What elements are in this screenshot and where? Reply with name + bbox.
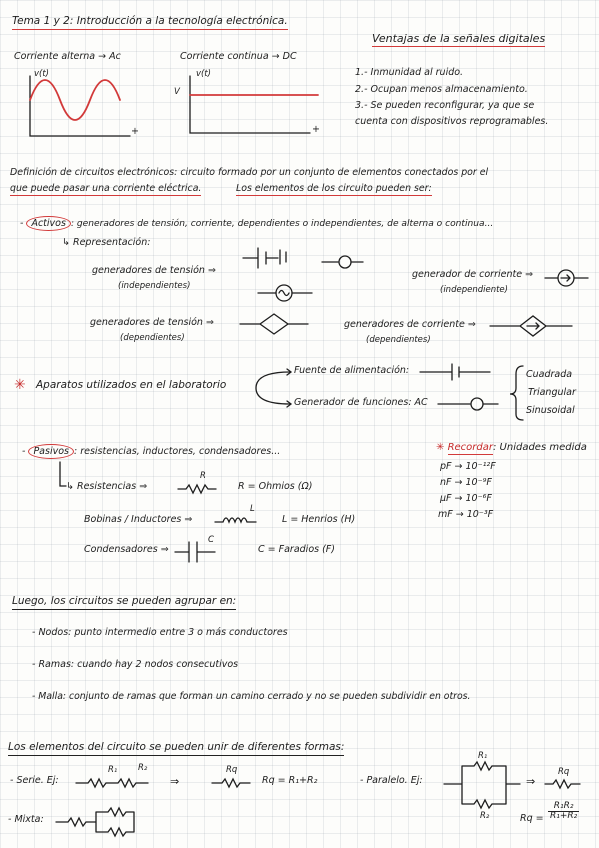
ac-label: Corriente alterna → Ac bbox=[14, 51, 121, 62]
gen-corriente-ind-label: generador de corriente ⇒ bbox=[412, 269, 534, 280]
paralelo-label: - Paralelo. Ej: bbox=[360, 775, 423, 786]
bobinas-label: Bobinas / Inductores ⇒ bbox=[84, 514, 193, 525]
ac-sine-wave bbox=[30, 80, 120, 120]
gen-tension-ind-label: generadores de tensión ⇒ bbox=[92, 265, 216, 276]
recordar-suffix: : Unidades medida bbox=[493, 442, 587, 453]
ac-axis-label: v(t) bbox=[34, 69, 49, 79]
activos-desc: : generadores de tensión, corriente, dependientes o independientes, de alterna o continua... bbox=[70, 219, 494, 229]
lab-title: Aparatos utilizados en el laboratorio bbox=[36, 379, 227, 391]
serie-rq: Rq bbox=[226, 765, 238, 775]
ramas-item: - Ramas: cuando hay 2 nodos consecutivos bbox=[32, 659, 239, 670]
ventaja-item-4: cuenta con dispositivos reprogramables. bbox=[355, 116, 549, 127]
ventajas-title: Ventajas de la señales digitales bbox=[372, 33, 545, 47]
page-title: Tema 1 y 2: Introducción a la tecnología electrónica. bbox=[12, 16, 288, 30]
independent-current-source-symbol bbox=[545, 270, 588, 286]
dependent-current-source-symbol bbox=[490, 316, 572, 336]
ac-voltage-source-symbol bbox=[258, 285, 312, 301]
mixed-diagram bbox=[56, 808, 134, 836]
waves-brace bbox=[510, 366, 523, 420]
paralelo-fraction bbox=[548, 802, 579, 822]
resistor-symbol bbox=[178, 485, 216, 493]
dc-voltage-source-symbol bbox=[243, 248, 286, 268]
resistor-symbol-label: R bbox=[200, 471, 206, 481]
unit-pf: pF → 10⁻¹²F bbox=[440, 461, 496, 472]
representacion-label: ↳ Representación: bbox=[62, 237, 151, 248]
serie-r2: R₂ bbox=[138, 763, 148, 773]
wave-sinusoidal: Sinusoidal bbox=[526, 405, 575, 416]
mixta-label: - Mixta: bbox=[8, 814, 44, 825]
dc-plus-sign: + bbox=[312, 124, 320, 135]
lab-battery-symbol bbox=[420, 364, 490, 380]
series-diagram bbox=[76, 779, 250, 787]
paralelo-arrow-icon: ⇒ bbox=[526, 775, 536, 788]
resistencias-label: ↳ Resistencias ⇒ bbox=[66, 481, 148, 492]
wave-triangular: Triangular bbox=[528, 387, 576, 398]
lab-star-icon: ✳ bbox=[14, 377, 26, 393]
paralelo-denominator: R₁+R₂ bbox=[550, 811, 578, 822]
definicion-line-1: Definición de circuitos electrónicos: circuito formado por un conjunto de elementos conectados por el bbox=[10, 167, 489, 178]
dc-label: Corriente continua → DC bbox=[180, 51, 297, 62]
dc-voltage-label: V bbox=[174, 87, 180, 97]
paralelo-r1: R₁ bbox=[478, 751, 488, 761]
gen-tension-dep-sub: (dependientes) bbox=[120, 333, 185, 343]
paralelo-rq: Rq bbox=[558, 767, 570, 777]
inductor-symbol bbox=[215, 518, 256, 522]
resistor-unit: R = Ohmios (Ω) bbox=[238, 481, 313, 492]
ac-axes bbox=[30, 76, 130, 136]
inductor-symbol-label: L bbox=[250, 504, 255, 514]
ventaja-item-1: 1.- Inmunidad al ruido. bbox=[355, 67, 464, 78]
dc-axis-label: v(t) bbox=[196, 69, 211, 79]
serie-equation: Rq = R₁+R₂ bbox=[262, 775, 318, 786]
ac-plus-sign: + bbox=[131, 126, 139, 137]
serie-r1: R₁ bbox=[108, 765, 118, 775]
nodos-item: - Nodos: punto intermedio entre 3 o más conductores bbox=[32, 627, 288, 638]
gen-corriente-dep-label: generadores de corriente ⇒ bbox=[344, 319, 476, 330]
union-title: Los elementos del circuito se pueden unir de diferentes formas: bbox=[8, 742, 344, 756]
pasivos-label: Pasivos bbox=[28, 444, 74, 459]
capacitor-symbol-label: C bbox=[208, 535, 214, 545]
lab-generator-symbol bbox=[438, 398, 498, 410]
notebook-page: Tema 1 y 2: Introducción a la tecnología electrónica. Corriente alterna → Ac Corriente continua → DC v(t) v(t) V + + Ventajas de la señales digitales 1.- Inmunidad al ruido. 2.- Ocupan menos almacenamiento. 3.- Se pueden reconfigurar, ya que se cuenta con dispositivos reprogramables. Definición de circuitos electrónicos: circuito formado por un conjunto de elementos conectados por el que puede pasar una corriente eléctrica. Los elementos de los circuito pueden ser: - Activos : generadores de tensión, corriente, dependientes o independientes, de alterna o continua... ↳ Representación: generadores de tensión ⇒ (independientes) generador de corriente ⇒ (independiente) generadores de tensión ⇒ (dependientes) generadores de corriente ⇒ (dependientes) ✳ Aparatos utilizados en el laboratorio Fuente de alimentación: Generador de funciones: AC Cuadrada Triangular Sinusoidal - Pasivos : resistencias, inductores, condensadores... ↳ Resistencias ⇒ R R = Ohmios (Ω) Bobinas / Inductores ⇒ L L = Henrios (H) Condensadores ⇒ C C = Faradios (F) ✳ Recordar: Unidades medida pF → 10⁻¹²F nF → 10⁻⁹F μF → 10⁻⁶F mF → 10⁻³F Luego, los circuitos se pueden agrupar en: - Nodos: punto intermedio entre 3 o más conductores - Ramas: cuando hay 2 nodos consecutivos - Malla: conjunto de ramas que forman un camino cerrado y no se pueden subdividir en otros. Los elementos del circuito se pueden unir de diferentes formas: - Serie. Ej: R₁ R₂ ⇒ Rq Rq = R₁+R₂ - Paralelo. Ej: R₁ R₂ ⇒ Rq Rq = $\frac{\text{R₁R₂}}{\text{R₁+R₂}}$ - Mixta: bbox=[0, 0, 599, 848]
ventaja-item-3: 3.- Se pueden reconfigurar, ya que se bbox=[355, 100, 535, 111]
current-source-circle-symbol bbox=[322, 256, 363, 268]
recordar-star-icon: ✳ bbox=[436, 442, 445, 453]
paralelo-r2: R₂ bbox=[480, 811, 490, 821]
definicion-line-2b: Los elementos de los circuito pueden ser: bbox=[236, 184, 432, 196]
gen-corriente-dep-sub: (dependientes) bbox=[366, 335, 431, 345]
serie-arrow-icon: ⇒ bbox=[170, 775, 180, 788]
paralelo-eq-lhs: Rq = bbox=[520, 813, 544, 824]
lab-brace-arrow bbox=[256, 372, 290, 404]
serie-label: - Serie. Ej: bbox=[10, 775, 59, 786]
ventaja-item-2: 2.- Ocupan menos almacenamiento. bbox=[355, 84, 528, 95]
definicion-line-2a: que puede pasar una corriente eléctrica. bbox=[10, 184, 201, 196]
gen-tension-ind-sub: (independientes) bbox=[118, 281, 191, 291]
gen-tension-dep-label: generadores de tensión ⇒ bbox=[90, 317, 214, 328]
pasivos-desc: : resistencias, inductores, condensadores... bbox=[73, 446, 281, 457]
unit-nf: nF → 10⁻⁹F bbox=[440, 477, 492, 488]
unit-mf: mF → 10⁻³F bbox=[438, 509, 494, 520]
condensadores-label: Condensadores ⇒ bbox=[84, 544, 169, 555]
wave-cuadrada: Cuadrada bbox=[526, 369, 573, 380]
unit-uf: μF → 10⁻⁶F bbox=[440, 493, 492, 504]
lab-generador: Generador de funciones: AC bbox=[294, 397, 428, 408]
paralelo-numerator: R₁R₂ bbox=[548, 802, 579, 812]
dependent-voltage-source-symbol bbox=[240, 314, 308, 334]
dc-axes bbox=[190, 76, 310, 133]
malla-item: - Malla: conjunto de ramas que forman un camino cerrado y no se pueden subdividir en otros. bbox=[32, 691, 471, 702]
lab-fuente: Fuente de alimentación: bbox=[294, 365, 410, 376]
activos-label: Activos bbox=[26, 216, 70, 231]
capacitor-unit: C = Faradios (F) bbox=[258, 544, 335, 555]
gen-corriente-ind-sub: (independiente) bbox=[440, 285, 508, 295]
agrupar-title: Luego, los circuitos se pueden agrupar en: bbox=[12, 596, 236, 610]
recordar-title: Recordar bbox=[447, 442, 493, 453]
inductor-unit: L = Henrios (H) bbox=[282, 514, 356, 525]
